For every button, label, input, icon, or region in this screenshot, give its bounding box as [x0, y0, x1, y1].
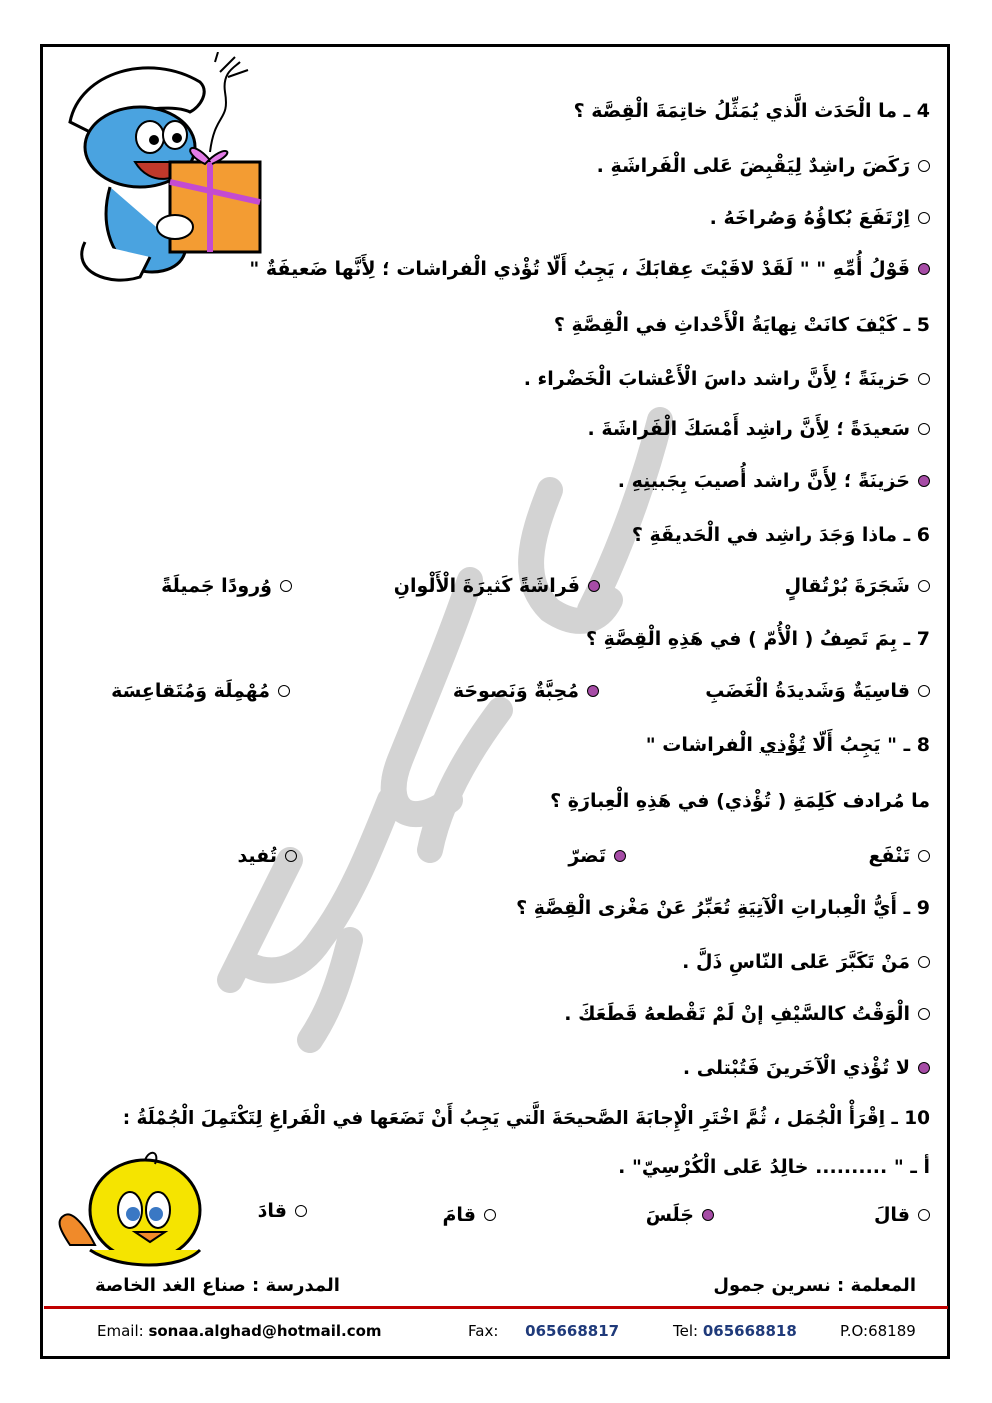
question-9-text: 9 ـ أَيُّ الْعِباراتِ الْآتِيَةِ تُعَبِّرُ عَنْ مَغْزى الْقِصَّةِ ؟ — [516, 897, 930, 919]
option-label: تَضرّ — [568, 845, 606, 867]
option-label: سَعيدَةً ؛ لِأَنَّ راشِد أَمْسَكَ الْفَراشَةَ . — [587, 418, 910, 440]
option-label: فَراشَةً كَثيرَةَ الْأَلْوانِ — [393, 575, 580, 597]
radio-circle-icon[interactable] — [295, 1205, 307, 1217]
radio-selected-icon[interactable] — [918, 475, 930, 487]
option-label: شَجَرَةَ بُرْتُقالٍ — [784, 575, 910, 597]
radio-circle-icon[interactable] — [918, 956, 930, 968]
radio-circle-icon[interactable] — [285, 850, 297, 862]
radio-circle-icon[interactable] — [280, 580, 292, 592]
question-10-text: 10 ـ اِقْرَأْ الْجُمَل ، ثُمَّ اخْتَرِ الْإِجابَةَ الصَّحيحَةَ الَّتي يَجِبُ أَنْ تَضَعَها في الْفَراغِ لِتَكْتَمِلَ الْجُمْلَةُ : — [122, 1108, 930, 1129]
email-label: Email: — [97, 1322, 144, 1340]
q6-option-1[interactable] — [785, 575, 930, 597]
radio-circle-icon[interactable] — [918, 580, 930, 592]
option-label: لا تُؤْذي الْآخَرينَ فَتُبْتلى . — [682, 1057, 910, 1079]
fax-label: Fax: — [468, 1322, 499, 1340]
option-label: رَكَضَ راشِدٌ لِيَقْبِضَ عَلى الْفَراشَةِ . — [596, 155, 910, 177]
radio-circle-icon[interactable] — [918, 685, 930, 697]
q10-option-4[interactable] — [258, 1200, 307, 1222]
school-name: المدرسة : صناع الغد الخاصة — [95, 1275, 340, 1296]
q5-option-2[interactable] — [588, 418, 931, 440]
footer-fax — [468, 1322, 619, 1340]
q9-option-1[interactable] — [682, 951, 930, 973]
option-label: قالَ — [873, 1204, 910, 1226]
q7-option-1[interactable] — [705, 680, 930, 702]
q7-option-3[interactable] — [111, 680, 290, 702]
radio-circle-icon[interactable] — [918, 423, 930, 435]
option-label: قاسِيَةٌ وَشَديدَةُ الْغَضَبِ — [705, 680, 910, 702]
footer-tel — [673, 1322, 797, 1340]
question-8-underlined-word: تُؤْذي — [759, 734, 806, 756]
question-8-text — [646, 734, 930, 756]
question-8-part-b: الْفراشات " — [645, 734, 760, 756]
q6-option-2[interactable] — [394, 575, 600, 597]
radio-circle-icon[interactable] — [918, 1209, 930, 1221]
tweety-bird-image — [50, 1150, 210, 1275]
radio-circle-icon[interactable] — [484, 1209, 496, 1221]
smurf-gift-image — [50, 52, 270, 292]
q8-option-2[interactable] — [568, 845, 626, 867]
option-label: حَزينَةً ؛ لِأَنَّ راشد داسَ الْأَعْشابَ الْخَضْراء . — [523, 368, 910, 390]
question-8-subtext: ما مُرادف كَلِمَةِ ( تُؤْذي) في هَذِهِ الْعِبارَةِ ؟ — [550, 790, 930, 812]
question-7-text: 7 ـ بِمَ تَصِفُ ( الْأُمّ ) في هَذِهِ الْقِصَّةِ ؟ — [586, 628, 930, 650]
q5-option-3[interactable] — [618, 470, 930, 492]
q4-option-2[interactable] — [710, 207, 930, 229]
option-label: تَنْفَع — [868, 845, 910, 867]
q8-option-3[interactable] — [237, 845, 297, 867]
q5-option-1[interactable] — [524, 368, 930, 390]
question-4-text: 4 ـ ما الْحَدَث الَّذي يُمَثِّلُ خاتِمَةَ الْقِصَّة ؟ — [573, 100, 930, 122]
radio-circle-icon[interactable] — [918, 850, 930, 862]
radio-circle-icon[interactable] — [918, 1008, 930, 1020]
footer-divider — [44, 1306, 948, 1309]
radio-selected-icon[interactable] — [588, 580, 600, 592]
option-label: قامَ — [442, 1204, 476, 1226]
option-label: وُرودًا جَميلَةً — [161, 575, 272, 597]
option-label: تُفيد — [237, 845, 277, 867]
q10-option-3[interactable] — [442, 1204, 496, 1226]
radio-selected-icon[interactable] — [918, 263, 930, 275]
tel-label: Tel: — [673, 1322, 699, 1340]
q6-option-3[interactable] — [161, 575, 292, 597]
q9-option-2[interactable] — [564, 1003, 930, 1025]
radio-circle-icon[interactable] — [278, 685, 290, 697]
q7-option-2[interactable] — [453, 680, 599, 702]
radio-circle-icon[interactable] — [918, 160, 930, 172]
radio-selected-icon[interactable] — [614, 850, 626, 862]
radio-circle-icon[interactable] — [918, 212, 930, 224]
question-8-part-a: 8 ـ " يَجِبُ أَلّا — [805, 734, 930, 756]
radio-selected-icon[interactable] — [587, 685, 599, 697]
option-label: الْوَقْتُ كالسَّيْفِ إنْ لَمْ تَقْطعهُ قَطَعَكَ . — [564, 1003, 910, 1025]
question-10-subtext: أ ـ " .......... خالِدُ عَلى الْكُرْسِيّ" . — [618, 1156, 930, 1178]
tel-number: 065668818 — [702, 1322, 797, 1340]
option-label: قادَ — [257, 1200, 287, 1222]
question-5-text: 5 ـ كَيْفَ كانَتْ نِهايَةُ الْأَحْداثِ في الْقِصَّةِ ؟ — [553, 314, 930, 336]
email-address[interactable]: sonaa.alghad@hotmail.com — [148, 1322, 382, 1340]
q9-option-3[interactable] — [683, 1057, 930, 1079]
option-label: مَنْ تَكَبَّرَ عَلى النّاسِ ذَلَّ . — [682, 951, 910, 973]
q4-option-3[interactable] — [249, 258, 930, 280]
option-label: مُحِبَّةٌ وَنَصوحَة — [452, 680, 579, 702]
radio-circle-icon[interactable] — [918, 373, 930, 385]
radio-selected-icon[interactable] — [918, 1062, 930, 1074]
q10-option-1[interactable] — [874, 1204, 930, 1226]
question-6-text: 6 ـ ماذا وَجَدَ راشِد في الْحَديقَةِ ؟ — [631, 524, 930, 546]
option-label: اِرْتَفَعَ بُكاؤُهُ وَصُراخَهُ . — [709, 207, 910, 229]
q4-option-1[interactable] — [597, 155, 930, 177]
q8-option-1[interactable] — [868, 845, 930, 867]
option-label: جَلَسَ — [645, 1204, 694, 1226]
teacher-name: المعلمة : نسرين جمول — [713, 1275, 916, 1296]
option-label: مُهْمِلَة وَمُتَقاعِسَة — [111, 680, 270, 702]
option-label: حَزينَةً ؛ لِأَنَّ راشد أُصيبَ بِجَبينِهِ . — [617, 470, 910, 492]
radio-selected-icon[interactable] — [702, 1209, 714, 1221]
option-label: قَوْلُ أُمِّهِ " " لَقَدْ لاقَيْتَ عِقابَكَ ، يَجِبُ أَلّا تُؤْذي الْفراشات ؛ لِأَنَّها ضَعيفَةٌ " — [249, 258, 910, 280]
q10-option-2[interactable] — [646, 1204, 714, 1226]
footer-email — [97, 1322, 382, 1340]
fax-number: 065668817 — [525, 1322, 620, 1340]
footer-po-box: P.O:68189 — [840, 1322, 916, 1340]
